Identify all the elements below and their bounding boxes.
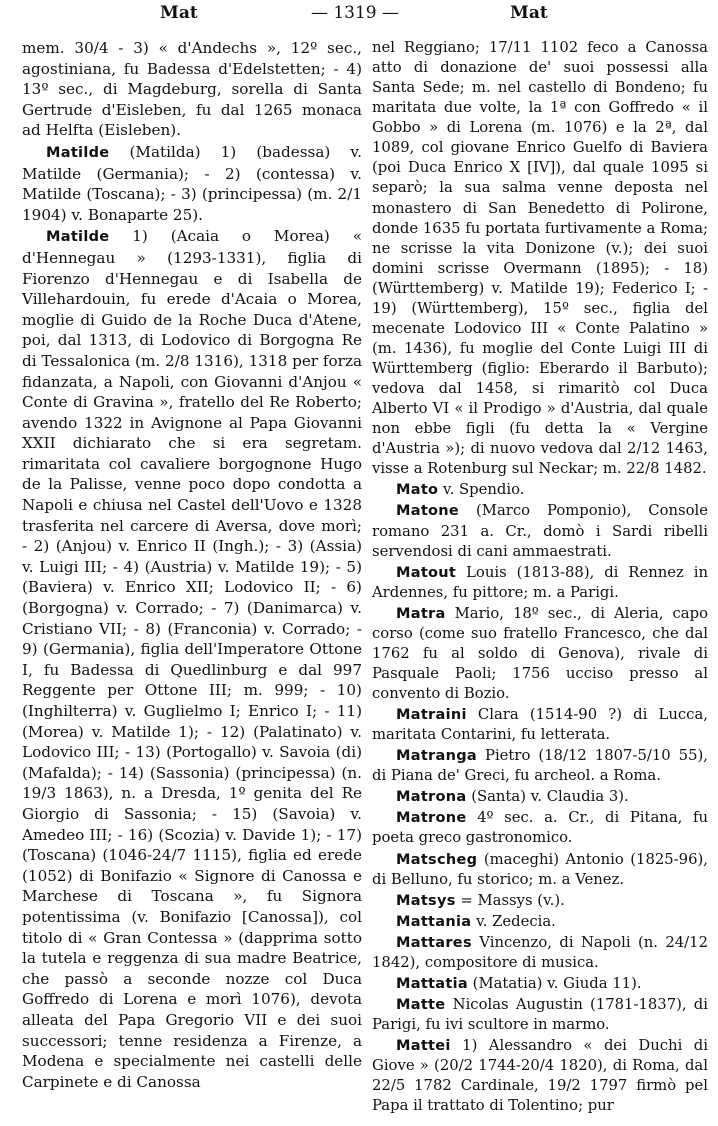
dictionary-entry (372, 501, 708, 561)
entry-text: mem. 30/4 - 3) « d'Andechs », 12º sec., agostiniana, fu Badessa d'Edelstetten; - 4) 13º sec., di Magdeburg, sorella di Santa Gertrude d'Eisleben, fu dal 1265 monaca ad Helfta (Eisleben). (22, 39, 362, 140)
entry-text: 4º sec. a. Cr., di Pitana, fu poeta greco gastronomico. (372, 809, 708, 847)
dictionary-entry (372, 38, 708, 479)
entry-headword: Mattania (396, 913, 472, 930)
dictionary-entry (372, 912, 708, 932)
entry-headword: Matra (396, 605, 446, 622)
dictionary-entry (372, 995, 708, 1035)
left-column (22, 38, 362, 1092)
dictionary-entry (372, 705, 708, 745)
entry-text: (Santa) v. Claudia 3). (471, 788, 629, 806)
entry-headword: Matrone (396, 810, 467, 827)
dictionary-entry (22, 226, 362, 1092)
dictionary-entry (372, 563, 708, 603)
entry-text: (Matatia) v. Giuda 11). (472, 974, 642, 992)
entry-headword: Matranga (396, 748, 477, 765)
dictionary-entry (372, 891, 708, 911)
dictionary-entry (372, 1036, 708, 1116)
dictionary-entry (372, 746, 708, 786)
entry-text: v. Zedecia. (476, 912, 556, 930)
entry-headword: Mato (396, 482, 439, 499)
dictionary-entry (372, 933, 708, 973)
page-header (0, 0, 718, 28)
entry-text: 1) Alessandro « dei Duchi di Giove » (20/2 1744-20/4 1820), di Roma, dal 22/5 1782 Cardinale, 19/2 1797 firmò pel Papa il trattato di Tolentino; pur (372, 1037, 708, 1115)
entry-text: (Marco Pomponio), Console romano 231 a. Cr., domò i Sardi ribelli servendosi di cani ammaestrati. (372, 502, 708, 560)
entry-headword: Mattei (396, 1038, 451, 1055)
dictionary-entry (372, 850, 708, 890)
entry-text: Louis (1813-88), di Rennez in Ardennes, fu pittore; m. a Parigi. (372, 563, 708, 601)
entry-headword: Mattatia (396, 975, 468, 992)
dictionary-entry (372, 974, 708, 994)
page-number: — 1319 — (310, 3, 400, 23)
entry-text: (Matilda) 1) (badessa) v. Matilde (Germania); - 2) (contessa) v. Matilde (Toscana); - 3) (principessa) (m. 2/1 1904) v. Bonaparte 25). (22, 142, 362, 224)
entry-headword: Matraini (396, 707, 467, 724)
dictionary-entry (372, 808, 708, 848)
entry-headword: Matsys (396, 892, 456, 909)
dictionary-entry (22, 38, 362, 141)
entry-text: nel Reggiano; 17/11 1102 feco a Canossa atto di donazione de' suoi possessi alla Santa Sede; m. nel castello di Bondeno; fu maritata due volte, la 1ª con Goffredo « il Gobbo » di Lorena (m. 1076) e la 2ª, dal 1089, col giovane Enrico Guelfo di Baviera (poi Duca Enrico X [IV]), dal quale 1095 si separò; la sua salma venne deposta nel monastero di San Benedetto di Polirone, donde 1635 fu portata furtivamente a Roma; ne scrisse la vita Donizone (v.); dei suoi domini scrisse Overmann (1895); - 18) (Württemberg) v. Matilde 19); Federico I; - 19) (Württemberg), 15º sec., figlia del mecenate Lodovico III « Conte Palatino » (m. 1436), fu moglie del Conte Luigi III di Württemberg (figlio: Eberardo il Barbuto); vedova dal 1458, si rimaritò col Duca Alberto VI « il Prodigo » d'Austria, dal quale non ebbe figli (fu detta la « Vergine d'Austria »); di nuovo vedova dal 2/12 1463, visse a Rotenburg sul Neckar; m. 22/8 1482. (372, 39, 708, 478)
entry-text: = Massys (v.). (460, 891, 565, 909)
entry-headword: Mattares (396, 934, 472, 951)
entry-headword: Matone (396, 503, 460, 520)
entry-headword: Matscheg (396, 851, 478, 868)
entry-text: v. Spendio. (443, 481, 525, 499)
running-head-left: Mat (160, 3, 198, 23)
entry-headword: Matout (396, 564, 457, 581)
right-column (372, 38, 708, 1116)
running-head-right: Mat (510, 3, 548, 23)
dictionary-entry (22, 142, 362, 225)
entry-text: Pietro (18/12 1807-5/10 55), di Piana de' Greci, fu archeol. a Roma. (372, 747, 708, 785)
entry-headword: Matilde (46, 144, 110, 161)
entry-text: Nicolas Augustin (1781-1837), di Parigi, fu ivi scultore in marmo. (372, 995, 708, 1033)
entry-text: 1) (Acaia o Morea) « d'Hennegau » (1293-1331), figlia di Fiorenzo d'Hennegau e di Isabella de Villehardouin, fu erede d'Acaia o Morea, moglie di Guido de la Roche Duca d'Atene, poi, dal 1313, di Lodovico di Borgogna Re di Tessalonica (m. 2/8 1316), 1318 per forza fidanzata, a Napoli, con Giovanni d'Anjou « Conte di Gravina », fratello del Re Roberto; avendo 1322 in Avignone al Papa Giovanni XXII dichiarato che si era segretam. rimaritata col cavaliere borgognone Hugo de la Palisse, venne poco dopo condotta a Napoli e chiusa nel Castel dell'Uovo e 1328 trasferita nel carcere di Aversa, dove morì; - 2) (Anjou) v. Enrico II (Ingh.); - 3) (Assia) v. Luigi III; - 4) (Austria) v. Matilde 19); - 5) (Baviera) v. Enrico XII; Lodovico II; - 6) (Borgogna) v. Corrado; - 7) (Danimarca) v. Cristiano VII; - 8) (Franconia) v. Corrado; - 9) (Germania), figlia dell'Imperatore Ottone I, fu Badessa di Quedlinburg e dal 997 Reggente per Ottone III; m. 999; - 10) (Inghilterra) v. Guglielmo I; Enrico I; - 11) (Morea) v. Matilde 1); - 12) (Palatinato) v. Lodovico III; - 13) (Portogallo) v. Savoia (di) (Mafalda); - 14) (Sassonia) (principessa) (n. 19/3 1863), n. a Dresda, 1º genita del Re Giorgio di Sassonia; - 15) (Savoia) v. Amedeo III; - 16) (Scozia) v. Davide 1); - 17) (Toscana) (1046-24/7 1115), figlia ed erede (1052) di Bonifazio « Signore di Canossa e Marchese di Toscana », fu Signora potentissima (v. Bonifazio [Canossa]), col titolo di « Gran Contessa » (dapprima sotto la tutela e reggenza di sua madre Beatrice, che passò a seconde nozze col Duca Goffredo di Lorena e morì 1076), devota alleata del Papa Gregorio VII e dei suoi successori; tenne residenza a Firenze, a Modena e specialmente nei castelli delle Carpinete e di Canossa (22, 227, 363, 1091)
entry-headword: Matte (396, 996, 446, 1013)
dictionary-entry (372, 480, 708, 500)
entry-text: Mario, 18º sec., di Aleria, capo corso (come suo fratello Francesco, che dal 1762 fu al soldo di Genova), rivale di Pasquale Paoli; 1756 ucciso presso al convento di Bozio. (372, 604, 708, 702)
entry-text: Vincenzo, di Napoli (n. 24/12 1842), compositore di musica. (372, 933, 708, 971)
entry-text: Clara (1514-90 ?) di Lucca, maritata Contarini, fu letterata. (372, 706, 708, 744)
entry-text: (maceghi) Antonio (1825-96), di Belluno, fu storico; m. a Venez. (372, 850, 708, 888)
entry-headword: Matilde (46, 229, 110, 246)
dictionary-entry (372, 787, 708, 807)
entry-headword: Matrona (396, 789, 467, 806)
dictionary-entry (372, 604, 708, 704)
